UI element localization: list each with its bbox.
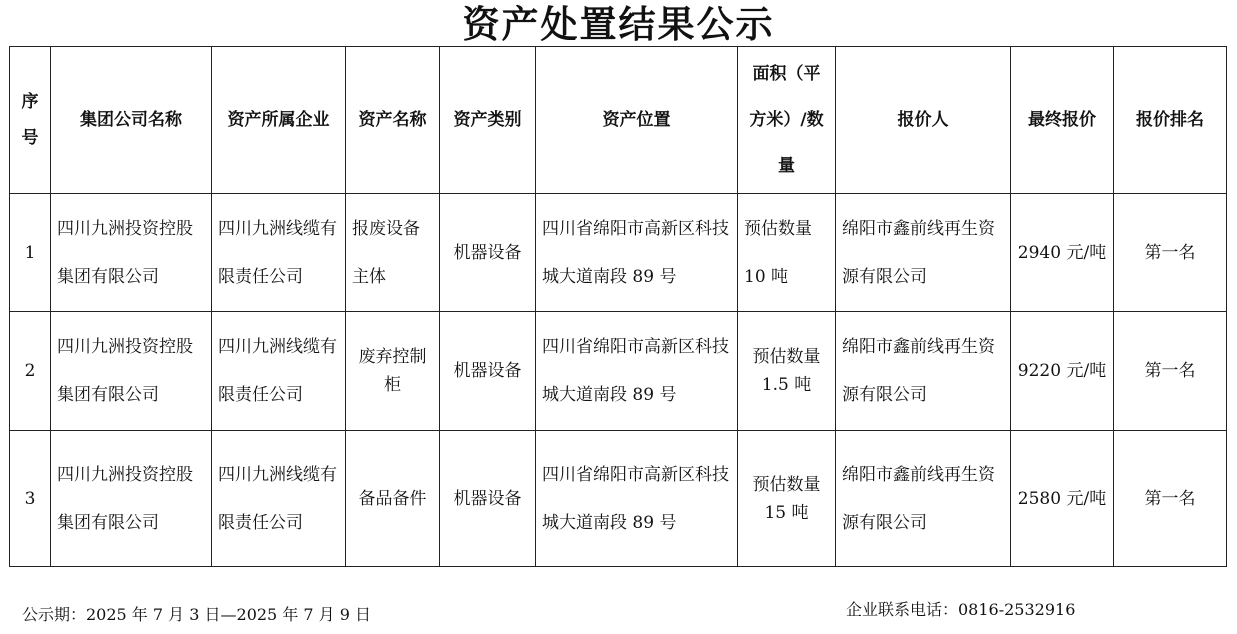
publicity-period: 公示期：2025 年 7 月 3 日—2025 年 7 月 9 日 (22, 605, 372, 624)
cell-category: 机器设备 (440, 431, 536, 567)
cell-location: 四川省绵阳市高新区科技城大道南段 89 号 (536, 194, 738, 312)
cell-final-price: 2940 元/吨 (1011, 194, 1114, 312)
cell-location: 四川省绵阳市高新区科技城大道南段 89 号 (536, 312, 738, 431)
cell-asset-name: 报废设备主体 (346, 194, 440, 312)
header-rank: 报价排名 (1114, 47, 1227, 194)
cell-final-price: 2580 元/吨 (1011, 431, 1114, 567)
cell-group: 四川九洲投资控股集团有限公司 (51, 312, 212, 431)
cell-company: 四川九洲线缆有限责任公司 (212, 431, 346, 567)
header-seq: 序号 (10, 47, 51, 194)
table-row (10, 312, 1227, 431)
cell-asset-name: 备品备件 (346, 431, 440, 567)
cell-seq: 3 (10, 431, 51, 567)
header-final-price: 最终报价 (1011, 47, 1114, 194)
cell-final-price: 9220 元/吨 (1011, 312, 1114, 431)
cell-quantity: 预估数量 10 吨 (738, 194, 836, 312)
cell-category: 机器设备 (440, 312, 536, 431)
header-company: 资产所属企业 (212, 47, 346, 194)
cell-quantity: 预估数量 15 吨 (738, 431, 836, 567)
cell-bidder: 绵阳市鑫前线再生资源有限公司 (836, 194, 1011, 312)
header-location: 资产位置 (536, 47, 738, 194)
cell-seq: 1 (10, 194, 51, 312)
table-header-row (10, 47, 1227, 194)
cell-company: 四川九洲线缆有限责任公司 (212, 312, 346, 431)
header-asset-name: 资产名称 (346, 47, 440, 194)
page-title: 资产处置结果公示 (462, 2, 775, 46)
table-row (10, 431, 1227, 567)
cell-location: 四川省绵阳市高新区科技城大道南段 89 号 (536, 431, 738, 567)
header-group: 集团公司名称 (51, 47, 212, 194)
cell-seq: 2 (10, 312, 51, 431)
cell-company: 四川九洲线缆有限责任公司 (212, 194, 346, 312)
table-row (10, 194, 1227, 312)
header-bidder: 报价人 (836, 47, 1011, 194)
cell-group: 四川九洲投资控股集团有限公司 (51, 194, 212, 312)
header-area: 面积（平方米）/数量 (738, 47, 836, 194)
contact-phone: 企业联系电话：0816-2532916 (846, 600, 1076, 619)
cell-rank: 第一名 (1114, 194, 1227, 312)
asset-disposal-table (9, 46, 1227, 567)
cell-rank: 第一名 (1114, 312, 1227, 431)
cell-bidder: 绵阳市鑫前线再生资源有限公司 (836, 312, 1011, 431)
cell-rank: 第一名 (1114, 431, 1227, 567)
cell-category: 机器设备 (440, 194, 536, 312)
cell-asset-name: 废弃控制柜 (346, 312, 440, 431)
cell-quantity: 预估数量 1.5 吨 (738, 312, 836, 431)
cell-group: 四川九洲投资控股集团有限公司 (51, 431, 212, 567)
cell-bidder: 绵阳市鑫前线再生资源有限公司 (836, 431, 1011, 567)
header-category: 资产类别 (440, 47, 536, 194)
